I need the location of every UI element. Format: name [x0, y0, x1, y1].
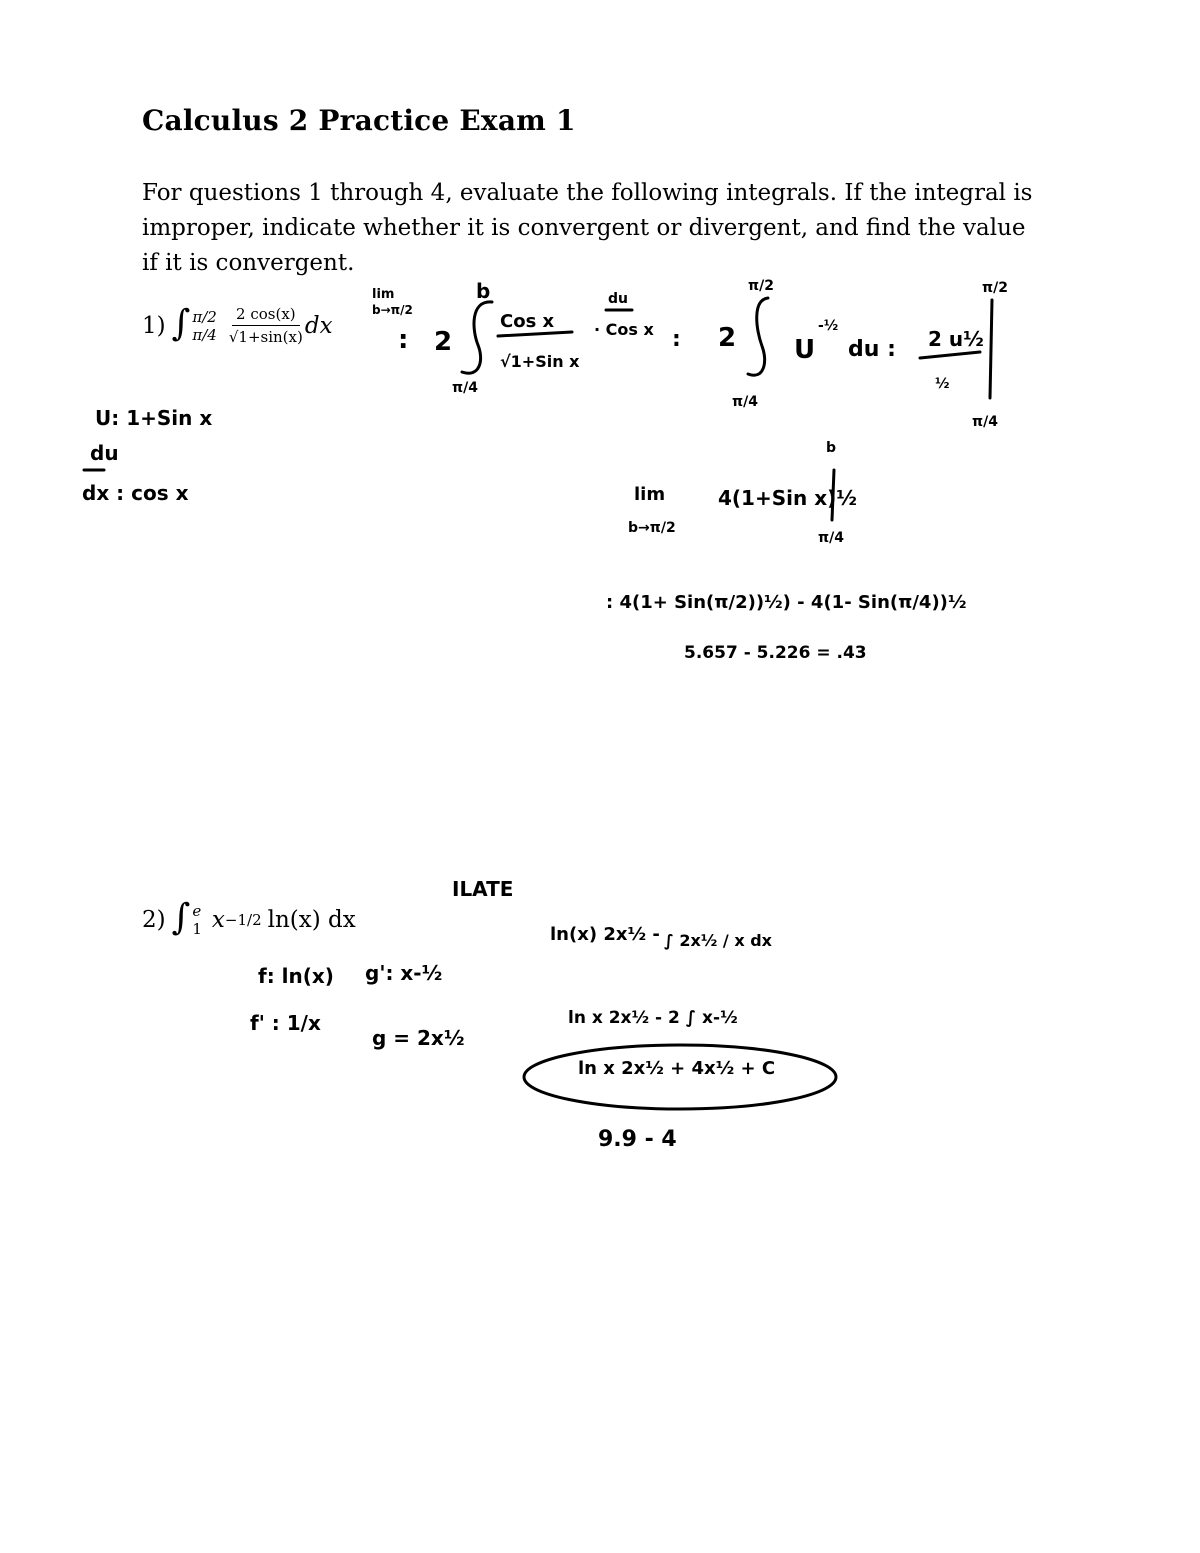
hw-numerator: Cos x [500, 311, 555, 332]
integrand-rest: ln(x) dx [267, 907, 356, 933]
integral-sign: ∫ [171, 302, 191, 344]
hw-cos: · Cos x [594, 320, 654, 339]
hw-upper-pi2: π/2 [748, 278, 774, 294]
hw-lim2-expr: 4(1+Sin x)½ [718, 486, 857, 510]
hw-q2-step1: ln(x) 2x½ - [550, 924, 660, 945]
hw-eval-line: : 4(1+ Sin(π/2))½) - 4(1- Sin(π/4))½ [606, 592, 967, 613]
hw-q2-f: f: ln(x) [258, 964, 334, 988]
numerator: 2 cos(x) [232, 305, 300, 326]
hw-lower-pi4-b: π/4 [732, 394, 758, 410]
upper-limit: e [192, 902, 202, 920]
question-2-label: 2) [142, 907, 166, 933]
hw-lower-pi4: π/4 [452, 380, 478, 396]
lower-limit: 1 [192, 920, 202, 938]
hw-coefficient-2: 2 [434, 327, 453, 357]
hw-q2-value: 9.9 - 4 [598, 1127, 677, 1152]
hw-q2-step1-int: ∫ 2x½ / x dx [664, 931, 772, 950]
hw-coefficient-2b: 2 [718, 323, 737, 353]
hw-lim2-b: b [826, 440, 837, 456]
hw-exponent: -½ [818, 318, 839, 334]
lower-limit: π/4 [192, 325, 217, 344]
differential: dx [304, 312, 333, 339]
hw-u: U [794, 335, 816, 365]
hw-sub-du: du [90, 441, 119, 465]
upper-limit: π/2 [192, 307, 217, 326]
hw-anti-bar [920, 352, 980, 358]
integrand-exponent: −1/2 [224, 911, 262, 929]
integral-sign: ∫ [171, 897, 191, 938]
hw-q2-g: g = 2x½ [372, 1026, 465, 1050]
hw-lim: lim [372, 287, 395, 302]
question-1-label: 1) [142, 312, 166, 339]
hw-sub-u: U: 1+Sin x [95, 406, 213, 430]
hw-anti-denominator: ½ [935, 376, 950, 392]
hw-integral-1 [462, 302, 492, 373]
hw-equals-2: : [672, 327, 681, 352]
hw-denominator: √1+Sin x [500, 352, 580, 371]
hw-eval-upper: π/2 [982, 280, 1008, 296]
hw-q2-answer: ln x 2x½ + 4x½ + C [578, 1058, 776, 1079]
hw-q2-step2: ln x 2x½ - 2 ∫ x-½ [568, 1008, 738, 1028]
hw-eval-lower: π/4 [972, 414, 998, 430]
hw-ilate: ILATE [452, 877, 514, 901]
instructions-paragraph: For questions 1 through 4, evaluate the following integrals. If the integral is improper, indicate whether it is convergent or divergent, and find the value if it is convergent. [142, 180, 1033, 276]
hw-du: du [608, 291, 628, 307]
document-title: Calculus 2 Practice Exam 1 [142, 104, 576, 137]
denominator: √1+sin(x) [228, 328, 303, 346]
hw-eval-bar [990, 300, 992, 398]
hw-lim2-sub: b→π/2 [628, 520, 676, 536]
hw-lim-sub: b→π/2 [372, 303, 413, 317]
hw-lim2-lower: π/4 [818, 530, 844, 546]
hw-numeric: 5.657 - 5.226 = .43 [684, 643, 867, 663]
hw-upper-b: b [476, 279, 491, 303]
hw-fraction-bar [498, 332, 572, 336]
hw-equals-1: : [398, 325, 409, 355]
hw-lim2-bar [832, 470, 834, 520]
hw-integral-2 [748, 298, 768, 375]
integrand-base: x [211, 907, 225, 933]
hw-lim2: lim [634, 484, 666, 505]
hw-q2-fprime: f' : 1/x [250, 1011, 321, 1035]
hw-q2-gprime: g': x-½ [365, 961, 443, 985]
hw-sub-dx: dx : cos x [82, 481, 189, 505]
hw-antiderivative: 2 u½ [928, 327, 984, 351]
hw-du-equals: du : [848, 337, 896, 362]
